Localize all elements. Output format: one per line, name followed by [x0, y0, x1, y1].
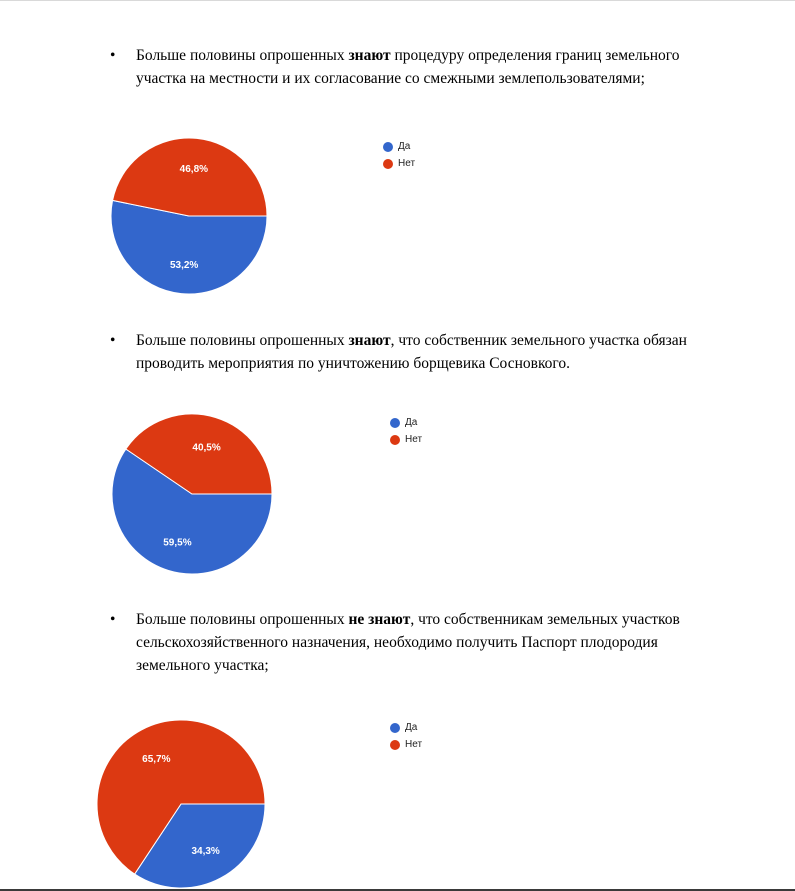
text-pre: Больше половины опрошенных	[136, 47, 349, 64]
text-pre: Больше половины опрошенных	[136, 332, 349, 349]
legend-swatch-no	[390, 740, 400, 750]
slice-label-no: 65,7%	[142, 754, 171, 766]
legend-swatch-yes	[390, 723, 400, 733]
slice-label-no: 40,5%	[192, 442, 221, 454]
legend-item-no	[390, 736, 422, 753]
legend-label-no: Нет	[405, 433, 423, 445]
legend-label-yes: Да	[398, 140, 411, 152]
chart-3-legend	[390, 719, 422, 753]
text-post: , что собственник земельного участка обязан проводить мероприятия по уничтожению борщевика Сосновкого.	[136, 332, 687, 372]
slice-label-yes: 53,2%	[169, 260, 199, 272]
legend-label-no: Нет	[398, 157, 416, 169]
text-bold: знают	[348, 332, 391, 349]
bullet-marker: •	[110, 47, 116, 64]
legend-item-yes	[390, 719, 422, 736]
bullet-marker: •	[110, 611, 116, 628]
text-post: , что собственникам земельных участков сельскохозяйственного назначения, необходимо получить Паспорт плодородия земельного участка;	[136, 611, 680, 674]
legend-label-yes: Да	[405, 721, 418, 733]
text-bold: не знают	[348, 611, 411, 628]
text-post: процедуру определения границ земельного участка на местности и их согласование со смежными землепользователями;	[136, 47, 680, 87]
slice-label-yes: 59,5%	[163, 537, 192, 549]
text-pre: Больше половины опрошенных	[136, 611, 349, 628]
bullet-marker: •	[110, 332, 116, 349]
slice-label-yes: 34,3%	[191, 845, 220, 857]
text-bold: знают	[348, 47, 391, 64]
legend-label-yes: Да	[405, 416, 418, 428]
slice-label-no: 46,8%	[179, 163, 209, 175]
legend-label-no: Нет	[405, 738, 423, 750]
